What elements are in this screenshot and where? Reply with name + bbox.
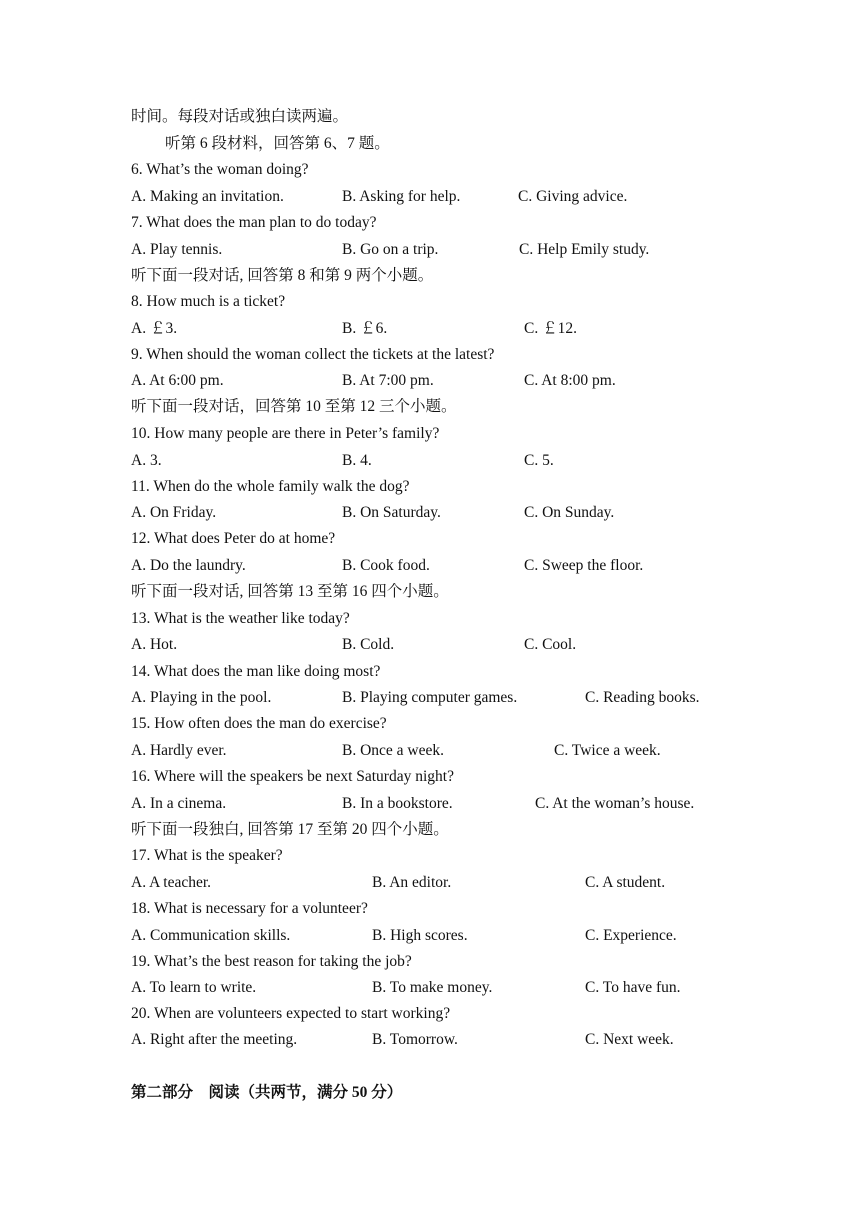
option-9a: A. At 6:00 pm. <box>131 372 224 389</box>
option-17a: A. A teacher. <box>131 874 212 891</box>
option-12a: A. Do the laundry. <box>131 557 246 574</box>
option-16c: C. At the woman’s house. <box>535 795 695 812</box>
question-10: 10. How many people are there in Peter’s family? <box>131 425 440 442</box>
section-instruction: 听下面一段对话, 回答第 8 和第 9 两个小题。 <box>131 267 434 284</box>
option-8a: A. ￡3. <box>131 320 178 337</box>
option-9b: B. At 7:00 pm. <box>342 372 434 389</box>
section-instruction: 听下面一段对话, 回答第 13 至第 16 四个小题。 <box>131 583 449 600</box>
question-6: 6. What’s the woman doing? <box>131 161 309 178</box>
option-18c: C. Experience. <box>585 927 677 944</box>
question-9: 9. When should the woman collect the tickets at the latest? <box>131 346 495 363</box>
question-12: 12. What does Peter do at home? <box>131 530 336 547</box>
option-15a: A. Hardly ever. <box>131 742 227 759</box>
question-11: 11. When do the whole family walk the dog? <box>131 478 410 495</box>
question-7: 7. What does the man plan to do today? <box>131 214 377 231</box>
option-20a: A. Right after the meeting. <box>131 1031 298 1048</box>
question-20: 20. When are volunteers expected to start working? <box>131 1005 451 1022</box>
option-13b: B. Cold. <box>342 636 395 653</box>
question-14: 14. What does the man like doing most? <box>131 663 381 680</box>
option-16b: B. In a bookstore. <box>342 795 453 812</box>
option-16a: A. In a cinema. <box>131 795 227 812</box>
option-7b: B. Go on a trip. <box>342 241 439 258</box>
option-10c: C. 5. <box>524 452 554 469</box>
option-19c: C. To have fun. <box>585 979 681 996</box>
question-13: 13. What is the weather like today? <box>131 610 350 627</box>
option-18b: B. High scores. <box>372 927 468 944</box>
option-14c: C. Reading books. <box>585 689 700 706</box>
option-14b: B. Playing computer games. <box>342 689 518 706</box>
option-11c: C. On Sunday. <box>524 504 615 521</box>
option-20c: C. Next week. <box>585 1031 674 1048</box>
option-12b: B. Cook food. <box>342 557 430 574</box>
option-15c: C. Twice a week. <box>554 742 661 759</box>
option-12c: C. Sweep the floor. <box>524 557 644 574</box>
part-heading: 第二部分 阅读（共两节，满分 50 分） <box>131 1084 403 1101</box>
question-16: 16. Where will the speakers be next Saturday night? <box>131 768 454 785</box>
option-11b: B. On Saturday. <box>342 504 441 521</box>
option-6b: B. Asking for help. <box>342 188 461 205</box>
option-8b: B. ￡6. <box>342 320 388 337</box>
option-6c: C. Giving advice. <box>518 188 628 205</box>
question-19: 19. What’s the best reason for taking the job? <box>131 953 412 970</box>
option-18a: A. Communication skills. <box>131 927 291 944</box>
option-13a: A. Hot. <box>131 636 178 653</box>
option-8c: C. ￡12. <box>524 320 577 337</box>
option-14a: A. Playing in the pool. <box>131 689 272 706</box>
option-13c: C. Cool. <box>524 636 577 653</box>
option-10a: A. 3. <box>131 452 162 469</box>
question-15: 15. How often does the man do exercise? <box>131 715 387 732</box>
option-15b: B. Once a week. <box>342 742 444 759</box>
section-instruction: 听下面一段对话，回答第 10 至第 12 三个小题。 <box>131 398 457 415</box>
option-10b: B. 4. <box>342 452 372 469</box>
option-6a: A. Making an invitation. <box>131 188 284 205</box>
option-20b: B. Tomorrow. <box>372 1031 458 1048</box>
option-11a: A. On Friday. <box>131 504 217 521</box>
question-17: 17. What is the speaker? <box>131 847 283 864</box>
option-7c: C. Help Emily study. <box>519 241 650 258</box>
option-19a: A. To learn to write. <box>131 979 257 996</box>
question-18: 18. What is necessary for a volunteer? <box>131 900 368 917</box>
option-17c: C. A student. <box>585 874 666 891</box>
question-8: 8. How much is a ticket? <box>131 293 286 310</box>
option-9c: C. At 8:00 pm. <box>524 372 616 389</box>
line-intro: 时间。每段对话或独白读两遍。 <box>131 108 349 125</box>
section-instruction: 听下面一段独白, 回答第 17 至第 20 四个小题。 <box>131 821 449 838</box>
option-17b: B. An editor. <box>372 874 452 891</box>
option-19b: B. To make money. <box>372 979 493 996</box>
section-instruction: 听第 6 段材料，回答第 6、7 题。 <box>165 135 390 152</box>
option-7a: A. Play tennis. <box>131 241 223 258</box>
